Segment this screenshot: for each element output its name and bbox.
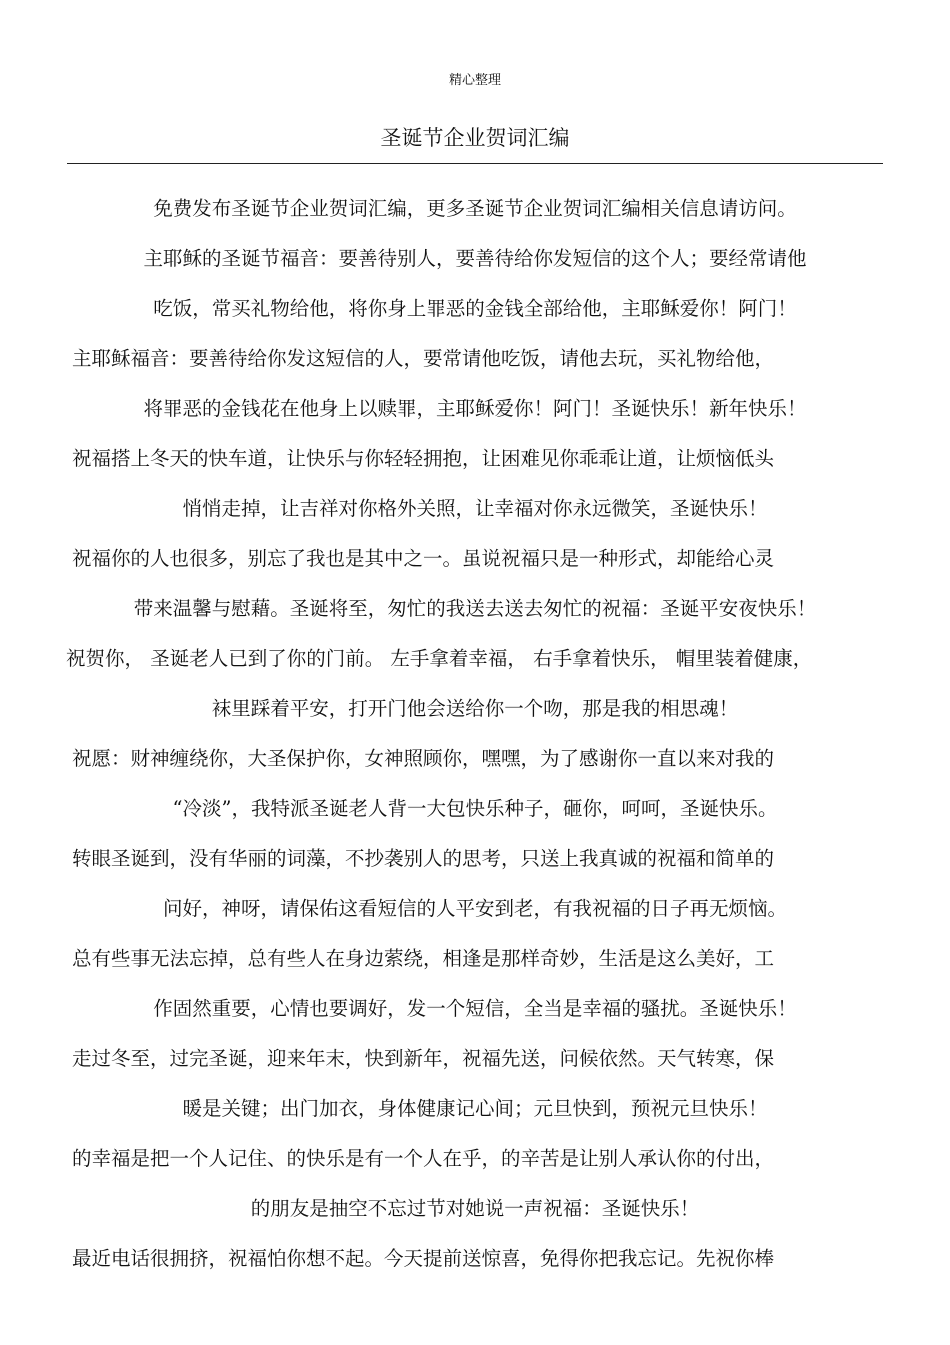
text-line: 悄悄走掉，让吉祥对你格外关照，让幸福对你永远微笑，圣诞快乐！	[182, 497, 768, 520]
document-title: 圣诞节企业贺词汇编	[380, 126, 570, 150]
text-line: 吃饭，常买礼物给他，将你身上罪恶的金钱全部给他，主耶稣爱你！阿门！	[153, 297, 797, 320]
text-line: 最近电话很拥挤，祝福怕你想不起。今天提前送惊喜，免得你把我忘记。先祝你棒	[72, 1247, 775, 1270]
text-line: 问好，神呀，请保佑这看短信的人平安到老，有我祝福的日子再无烦恼。	[162, 897, 787, 920]
text-line: 暖是关键；出门加衣，身体健康记心间；元旦快到，预祝元旦快乐！	[182, 1097, 768, 1120]
text-line: 祝愿：财神缠绕你，大圣保护你，女神照顾你，嘿嘿，为了感谢你一直以来对我的	[72, 747, 775, 770]
text-line: 主耶稣的圣诞节福音：要善待别人，要善待给你发短信的这个人；要经常请他	[143, 247, 807, 270]
text-line: 的幸福是把一个人记住、的快乐是有一个人在乎，的辛苦是让别人承认你的付出，	[72, 1147, 775, 1170]
text-line: 总有些事无法忘掉，总有些人在身边萦绕，相逢是那样奇妙，生活是这么美好，工	[72, 947, 775, 970]
text-line: 免费发布圣诞节企业贺词汇编，更多圣诞节企业贺词汇编相关信息请访问。	[153, 197, 797, 220]
text-line: 祝福你的人也很多，别忘了我也是其中之一。虽说祝福只是一种形式，却能给心灵	[72, 547, 775, 570]
text-line: 作固然重要，心情也要调好，发一个短信，全当是幸福的骚扰。圣诞快乐！	[153, 997, 797, 1020]
text-line: 转眼圣诞到，没有华丽的词藻，不抄袭别人的思考，只送上我真诚的祝福和简单的	[72, 847, 775, 870]
text-line: 祝福搭上冬天的快车道，让快乐与你轻轻拥抱，让困难见你乖乖让道，让烦恼低头	[72, 447, 775, 470]
text-line: 带来温馨与慰藉。圣诞将至，匆忙的我送去送去匆忙的祝福：圣诞平安夜快乐！	[133, 597, 817, 620]
header-note: 精心整理	[448, 73, 501, 88]
text-line: 的朋友是抽空不忘过节对她说一声祝福：圣诞快乐！	[250, 1197, 700, 1220]
text-line: 将罪恶的金钱花在他身上以赎罪，主耶稣爱你！阿门！圣诞快乐！新年快乐！	[143, 397, 807, 420]
text-line: 祝贺你， 圣诞老人已到了你的门前。 左手拿着幸福， 右手拿着快乐， 帽里装着健康，	[66, 647, 813, 670]
text-line: 走过冬至，过完圣诞，迎来年末，快到新年，祝福先送，问候依然。天气转寒，保	[72, 1047, 775, 1070]
text-line: “冷淡”，我特派圣诞老人背一大包快乐种子，砸你，呵呵，圣诞快乐。	[172, 797, 778, 820]
text-line: 主耶稣福音：要善待给你发这短信的人，要常请他吃饭，请他去玩，买礼物给他，	[72, 347, 775, 370]
text-line: 袜里踩着平安，打开门他会送给你一个吻，那是我的相思魂！	[211, 697, 739, 720]
